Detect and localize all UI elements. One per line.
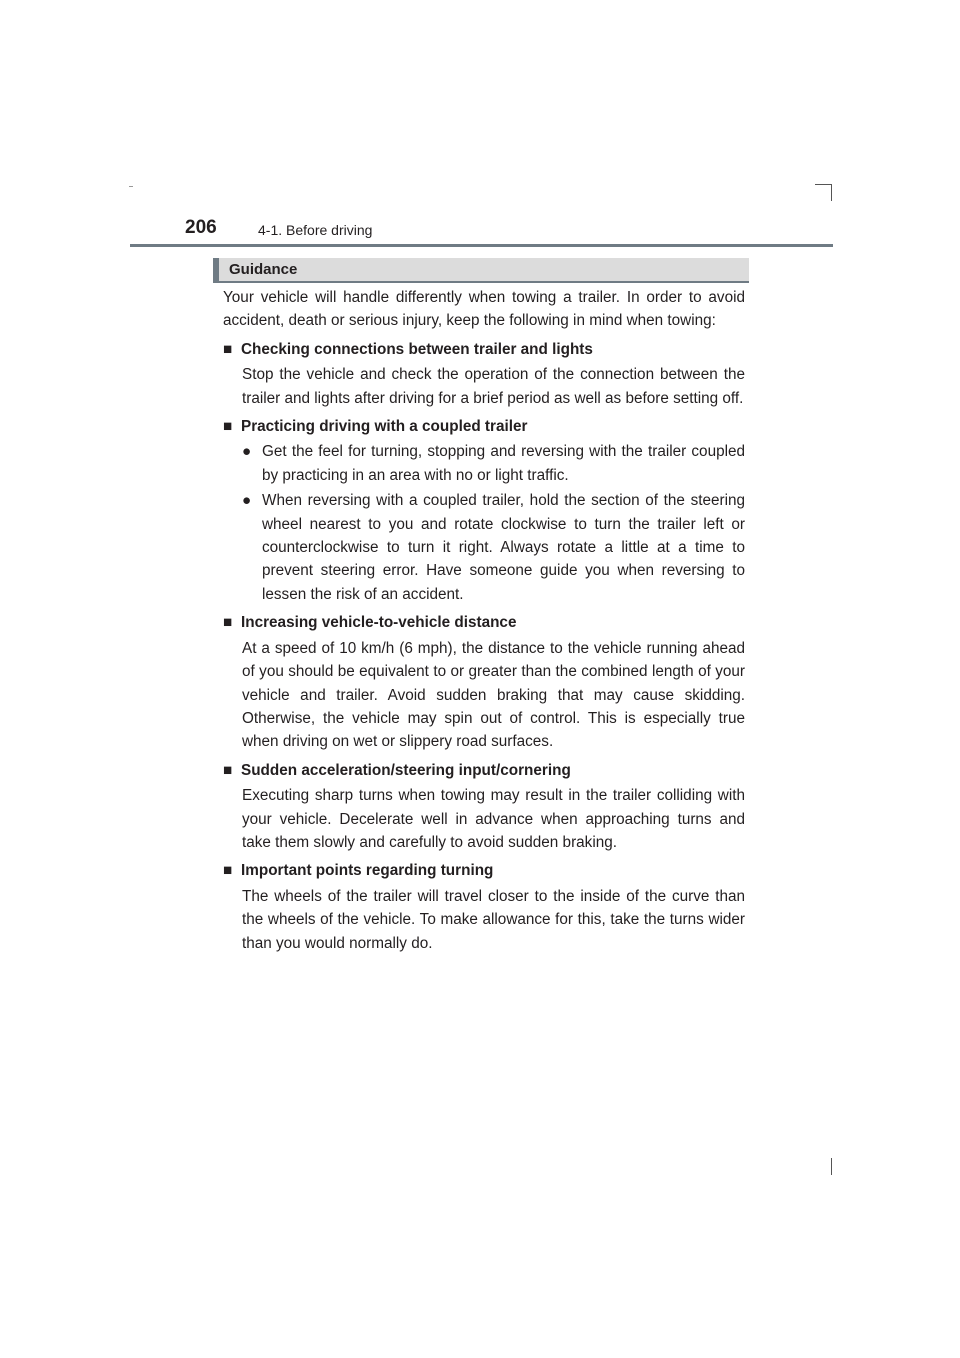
section-heading-text: Increasing vehicle-to-vehicle distance (241, 614, 517, 632)
section-heading-text: Sudden acceleration/steering input/cornering (241, 761, 571, 779)
section-heading-text: Checking connections between trailer and lights (241, 340, 593, 358)
square-bullet-icon: ■ (223, 761, 233, 779)
section-heading (223, 759, 745, 782)
section-heading (223, 415, 745, 438)
section-heading-text: Practicing driving with a coupled trailer (241, 418, 528, 436)
section-body: Stop the vehicle and check the operation of the connection between the trailer and lights after driving for a brief period as well as before setting off. (242, 366, 745, 407)
square-bullet-icon: ■ (223, 862, 233, 880)
section-body: The wheels of the trailer will travel closer to the inside of the curve than the wheels of the vehicle. To make allowance for this, take the turns wider than you would normally do. (242, 887, 745, 952)
square-bullet-icon: ■ (223, 418, 233, 436)
list-item (242, 489, 745, 606)
section-block (223, 859, 745, 955)
square-bullet-icon: ■ (223, 614, 233, 632)
main-content (223, 286, 745, 955)
list-item-text: When reversing with a coupled trailer, hold the section of the steering wheel nearest to you and rotate clockwise to turn the trailer left or counterclockwise to turn it right. Always rotate a little at a time to prevent steering error. Have someone guide you when reversing to lessen the risk of an accident. (262, 492, 745, 603)
section-heading (223, 338, 745, 361)
round-bullet-icon: ● (242, 492, 252, 510)
section-body: Executing sharp turns when towing may result in the trailer colliding with your vehicle. Decelerate well in advance when approaching turns and take them slowly and carefully to avoid sudden braking. (242, 787, 745, 851)
section-heading (223, 611, 745, 634)
page-number: 206 (185, 217, 217, 238)
list-item (242, 440, 745, 487)
intro-paragraph: Your vehicle will handle differently when towing a trailer. In order to avoid accident, death or serious injury, keep the following in mind when towing: (223, 289, 745, 330)
crop-mark-top-right-horizontal (815, 184, 832, 185)
section-block (223, 338, 745, 410)
section-title: 4-1. Before driving (258, 222, 373, 238)
section-block (223, 415, 745, 606)
section-block (223, 611, 745, 753)
section-heading (223, 859, 745, 882)
guidance-banner (213, 258, 749, 283)
list-item-text: Get the feel for turning, stopping and reversing with the trailer coupled by practicing in an area with no or light traffic. (262, 443, 745, 484)
crop-mark-top-right-vertical (831, 184, 832, 201)
round-bullet-icon: ● (242, 443, 252, 461)
section-heading-text: Important points regarding turning (241, 862, 494, 880)
crop-mark-top-left (129, 186, 133, 187)
section-body: At a speed of 10 km/h (6 mph), the distance to the vehicle running ahead of you should be equivalent to or greater than the combined length of your vehicle and trailer. Avoid sudden braking that may cause skidding. Otherwise, the vehicle may spin out of control. This is especially true when driving on wet or slippery road surfaces. (242, 639, 745, 751)
crop-mark-bottom-right (831, 1158, 832, 1175)
square-bullet-icon: ■ (223, 340, 233, 358)
guidance-title: Guidance (229, 261, 298, 278)
section-block (223, 759, 745, 855)
header-rule (130, 244, 833, 247)
